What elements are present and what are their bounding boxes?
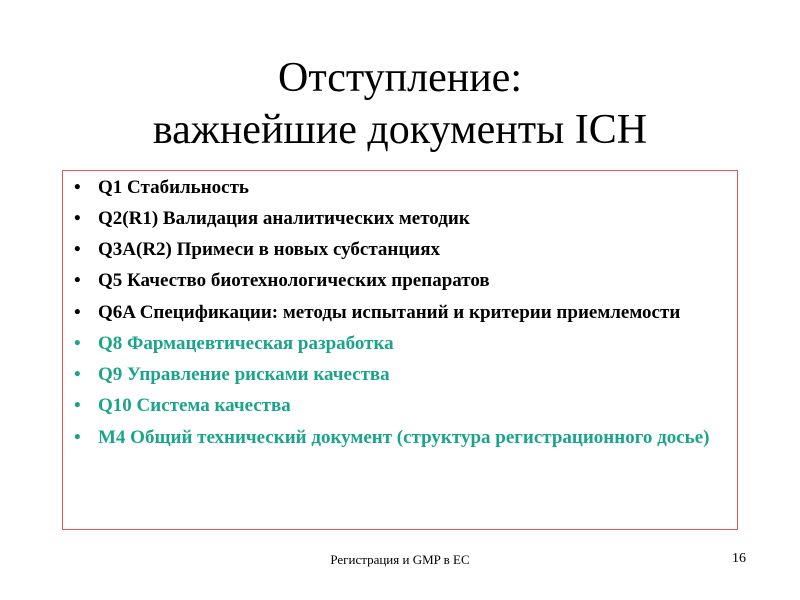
list-item-m4 [63,424,737,451]
bullet-icon: • [74,177,81,198]
ich-document-list [63,171,737,451]
list-item-q5 [63,268,737,294]
slide-title [0,52,800,156]
list-item-q6a [63,299,737,326]
list-item-text: Q8 Фармацевтическая разработка [98,333,394,354]
slide-footer: Регистрация и GMP в ЕС [330,552,470,567]
list-item-q8 [63,331,737,357]
list-item-q3a [63,237,737,263]
content-box [62,170,738,530]
slide-title-line-2: важнейшие документы ICH [152,107,648,153]
list-item-q1 [63,175,737,201]
list-item-text: Q10 Система качества [98,395,291,416]
list-item-q10 [63,393,737,419]
page-number: 16 [732,551,746,566]
bullet-icon: • [74,427,81,448]
list-item-text: Q6A Спецификации: методы испытаний и критерии приемлемости [98,302,681,323]
list-item-q9 [63,362,737,388]
bullet-icon: • [74,239,81,260]
list-item-text: M4 Общий технический документ (структура регистрационного досье) [98,427,710,448]
bullet-icon: • [74,208,81,229]
bullet-icon: • [74,395,81,416]
list-item-text: Q1 Стабильность [98,177,249,198]
list-item-text: Q2(R1) Валидация аналитических методик [98,208,470,229]
bullet-icon: • [74,364,81,385]
slide-title-line-1: Отступление: [278,55,522,101]
list-item-text: Q3A(R2) Примеси в новых субстанциях [98,239,441,260]
bullet-icon: • [74,270,81,291]
bullet-icon: • [74,333,81,354]
list-item-text: Q5 Качество биотехнологических препаратов [98,270,490,291]
list-item-text: Q9 Управление рисками качества [98,364,390,385]
bullet-icon: • [74,302,81,323]
list-item-q2 [63,206,737,232]
